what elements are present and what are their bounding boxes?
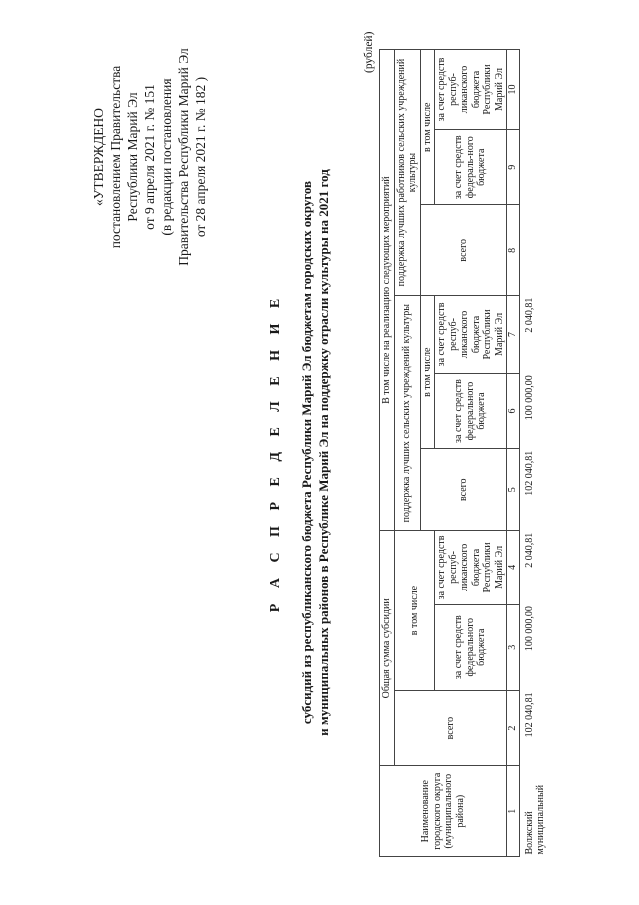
approval-line: Правительства Республики Марий Эл bbox=[176, 48, 191, 266]
column-number: 10 bbox=[507, 50, 520, 130]
header-workers-all: всего bbox=[420, 205, 507, 296]
header-workers-federal: за счет средств федераль-ного бюджета bbox=[435, 130, 507, 206]
row-workers-republic bbox=[519, 50, 548, 130]
approval-stamp-block bbox=[90, 27, 209, 287]
row-institutions-republic: 2 040,81 bbox=[519, 296, 548, 374]
document-subtitle bbox=[298, 0, 332, 905]
header-workers-including: в том числе bbox=[420, 50, 435, 206]
column-number: 3 bbox=[507, 604, 520, 690]
row-workers-all bbox=[519, 205, 548, 296]
document-title: Р А С П Р Е Д Е Л Е Н И Е bbox=[268, 292, 283, 613]
subsidy-table-wrapper bbox=[379, 49, 548, 857]
header-best-institutions: поддержка лучших сельских учреждений культуры bbox=[394, 296, 420, 531]
row-total-all: 102 040,81 bbox=[519, 690, 548, 766]
subtitle-line: субсидий из республиканского бюджета Республики Марий Эл бюджетам городских округов bbox=[299, 180, 314, 725]
header-municipality-name: Наименование городского округа (муниципального района) bbox=[380, 766, 507, 857]
header-institutions-including: в том числе bbox=[420, 296, 435, 449]
column-number: 9 bbox=[507, 130, 520, 206]
approval-line: постановлением Правительства bbox=[108, 65, 123, 249]
column-number: 6 bbox=[507, 373, 520, 449]
header-workers-republic: за счет средств респуб-ликанского бюджета Республики Марий Эл bbox=[435, 50, 507, 130]
header-institutions-federal: за счет средств федерального бюджета bbox=[435, 373, 507, 449]
header-total-federal: за счет средств федерального бюджета bbox=[435, 604, 507, 690]
approval-line: от 28 апреля 2021 г. № 182 ) bbox=[193, 76, 208, 238]
column-number: 7 bbox=[507, 296, 520, 374]
column-number: 8 bbox=[507, 205, 520, 296]
header-institutions-all: всего bbox=[420, 449, 507, 531]
column-number: 1 bbox=[507, 766, 520, 857]
row-institutions-all: 102 040,81 bbox=[519, 449, 548, 531]
approval-line: от 9 апреля 2021 г. № 151 bbox=[142, 84, 157, 230]
row-total-federal: 100 000,00 bbox=[519, 604, 548, 690]
approval-line: Республики Марий Эл bbox=[125, 92, 140, 222]
column-number: 2 bbox=[507, 690, 520, 766]
header-best-workers: поддержка лучших работников сельских учреждений культуры bbox=[394, 50, 420, 296]
row-total-republic: 2 040,81 bbox=[519, 531, 548, 604]
header-institutions-republic: за счет средств респуб-ликанского бюджета Республики Марий Эл bbox=[435, 296, 507, 374]
row-workers-federal bbox=[519, 130, 548, 206]
header-total-republic: за счет средств респуб-ликанского бюджета Республики Марий Эл bbox=[435, 531, 507, 604]
column-number: 5 bbox=[507, 449, 520, 531]
approval-line: «УТВЕРЖДЕНО bbox=[91, 108, 106, 206]
approval-line: (в редакции постановления bbox=[159, 78, 174, 236]
column-number: 4 bbox=[507, 531, 520, 604]
subsidy-distribution-table bbox=[379, 49, 548, 857]
header-total-including: в том числе bbox=[394, 531, 435, 691]
header-total-subsidy: Общая сумма субсидии bbox=[380, 531, 395, 766]
currency-unit-label: (рублей) bbox=[363, 31, 375, 73]
subtitle-line: и муниципальных районов в Республике Марий Эл на поддержку отрасли культуры на 2021 год bbox=[316, 169, 331, 736]
header-total-all: всего bbox=[394, 690, 507, 766]
row-institutions-federal: 100 000,00 bbox=[519, 373, 548, 449]
header-purpose-group: В том числе на реализацию следующих мероприятий bbox=[380, 50, 395, 531]
table-row bbox=[519, 50, 548, 857]
row-municipality-name: Волжский муниципальный bbox=[519, 766, 548, 857]
